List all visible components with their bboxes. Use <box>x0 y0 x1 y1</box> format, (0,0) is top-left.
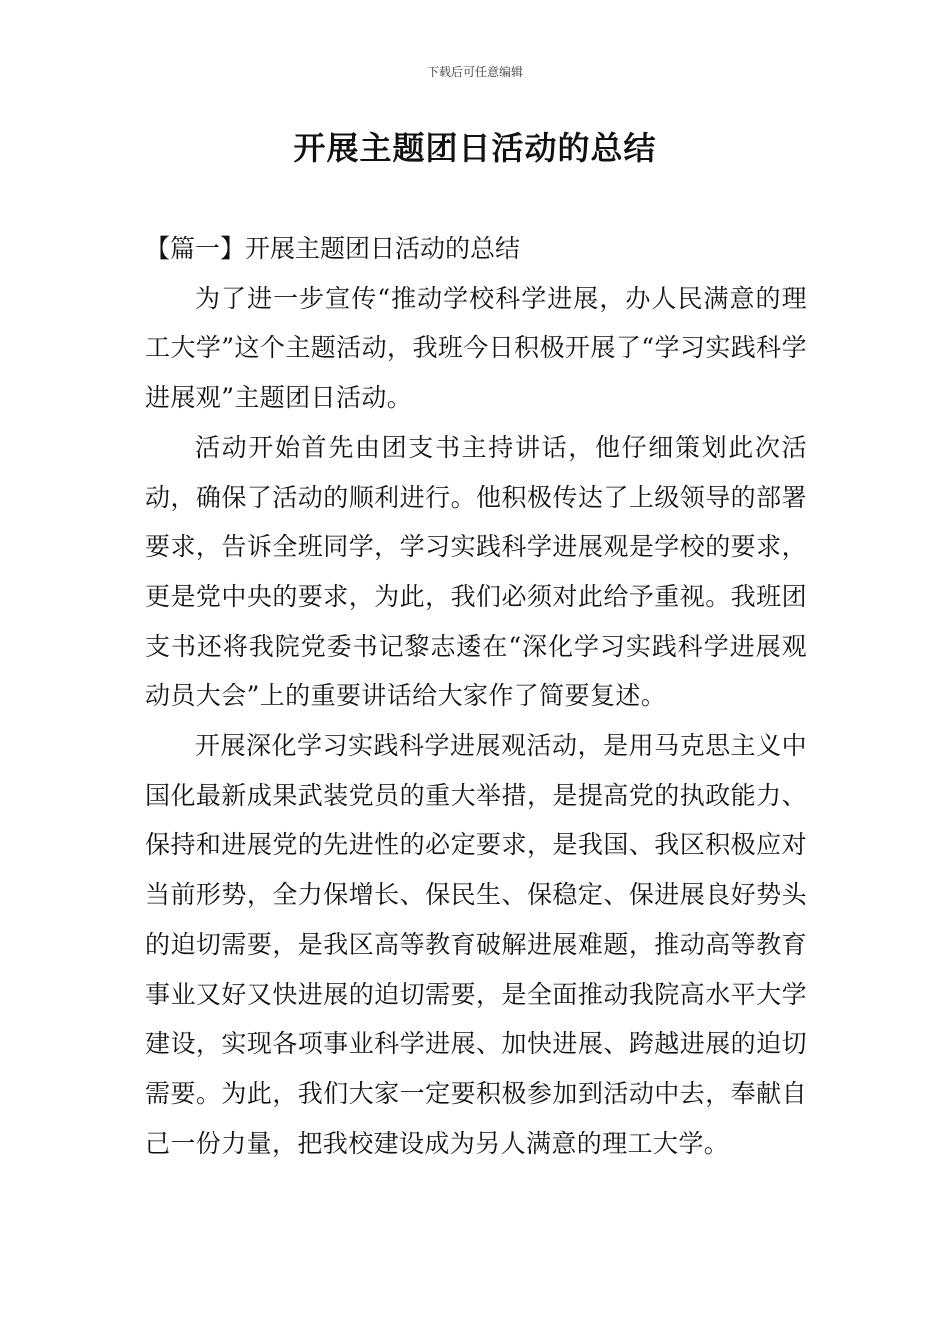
document-body <box>145 224 807 1168</box>
paragraph-3: 开展深化学习实践科学进展观活动，是用马克思主义中国化最新成果武装党员的重大举措，是提高党的执政能力、保持和进展党的先进性的必定要求，是我国、我区积极应对当前形势，全力保增长、保民生、保稳定、保进展良好势头的迫切需要，是我区高等教育破解进展难题，推动高等教育事业又好又快进展的迫切需要，是全面推动我院高水平大学建设，实现各项事业科学进展、加快进展、跨越进展的迫切需要。为此，我们大家一定要积极参加到活动中去，奉献自己一份力量，把我校建设成为另人满意的理工大学。 <box>145 731 807 1158</box>
section-heading: 【篇一】开展主题团日活动的总结 <box>145 234 521 263</box>
document-title: 开展主题团日活动的总结 <box>293 129 657 167</box>
paragraph-2: 活动开始首先由团支书主持讲话，他仔细策划此次活动，确保了活动的顺利进行。他积极传达了上级领导的部署要求，告诉全班同学，学习实践科学进展观是学校的要求，更是党中央的要求，为此，我们必须对此给予重视。我班团支书还将我院党委书记黎志逶在“深化学习实践科学进展观动员大会”上的重要讲话给大家作了简要复述。 <box>145 432 807 711</box>
header-note: 下载后可任意编辑 <box>426 65 523 79</box>
paragraph-1: 为了进一步宣传“推动学校科学进展，办人民满意的理工大学”这个主题活动，我班今日积极开展了“学习实践科学进展观”主题团日活动。 <box>145 283 807 413</box>
